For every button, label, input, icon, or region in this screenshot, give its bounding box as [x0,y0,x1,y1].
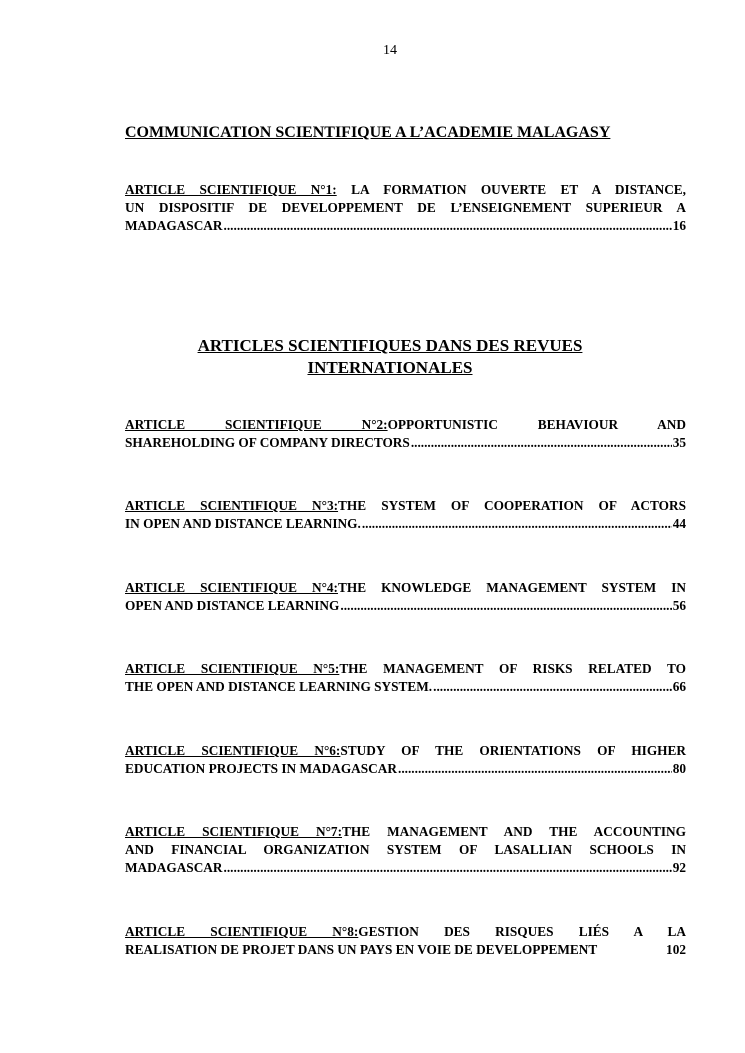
article-title-part: STUDY OF THE ORIENTATIONS OF HIGHER [340,743,686,758]
article-title-part: THE MANAGEMENT AND THE ACCOUNTING [342,824,686,839]
article-title-part: THE KNOWLEDGE MANAGEMENT SYSTEM IN [337,580,686,595]
article-label: ARTICLE SCIENTIFIQUE N°7: [125,824,342,839]
toc-entry-article-3[interactable] [125,497,686,533]
article-title-part: THE SYSTEM OF COOPERATION OF ACTORS [338,498,686,513]
page-ref: 92 [672,860,686,875]
section-heading-revues [110,335,670,379]
toc-entry-article-2[interactable] [125,416,686,452]
article-title-part: LA FORMATION OUVERTE ET A DISTANCE, [336,182,686,197]
article-title-part: THE MANAGEMENT OF RISKS RELATED TO [339,661,686,676]
toc-entry-last-line [125,597,686,615]
dot-leader [362,515,672,533]
article-title-part: GESTION DES RISQUES LIÉS A LA [358,924,686,939]
article-label: ARTICLE SCIENTIFIQUE N°4: [125,580,338,595]
toc-entry-line [125,923,686,941]
section-heading-line: INTERNATIONALES [307,358,473,377]
page-ref: 35 [672,435,686,450]
toc-entry-last-line [125,515,686,533]
article-title-part: OPEN AND DISTANCE LEARNING [125,598,340,613]
toc-entry-last-line [125,678,686,696]
toc-entry-last-line [125,217,686,235]
article-title-part: THE OPEN AND DISTANCE LEARNING SYSTEM. [125,679,433,694]
dot-leader [340,597,671,615]
page-ref: 16 [672,218,686,233]
toc-entry-line [125,416,686,434]
article-title-part: EDUCATION PROJECTS IN MADAGASCAR [125,761,397,776]
article-label: ARTICLE SCIENTIFIQUE N°6: [125,743,341,758]
article-title-part: REALISATION DE PROJET DANS UN PAYS EN VOIE DE DEVELOPPEMENT [125,942,598,957]
toc-entry-line [125,823,686,841]
article-title-part: OPPORTUNISTIC BEHAVIOUR AND [387,417,686,432]
page-ref: 102 [666,942,686,957]
article-label: ARTICLE SCIENTIFIQUE N°5: [125,661,340,676]
page-ref: 66 [672,679,686,694]
toc-entry-article-5[interactable] [125,660,686,696]
section-heading-academie: COMMUNICATION SCIENTIFIQUE A L’ACADEMIE MALAGASY [125,124,611,141]
article-title-part: IN OPEN AND DISTANCE LEARNING. [125,516,361,531]
toc-entry-article-6[interactable] [125,742,686,778]
toc-entry-line [125,579,686,597]
page-ref: 56 [672,598,686,613]
toc-entry-article-1[interactable] [125,181,686,235]
article-label: ARTICLE SCIENTIFIQUE N°1: [125,182,337,197]
dot-leader [411,434,672,452]
page-number: 14 [383,43,397,58]
toc-entry-article-4[interactable] [125,579,686,615]
toc-entry-last-line [125,941,686,959]
toc-entry-line: UN DISPOSITIF DE DEVELOPPEMENT DE L’ENSEIGNEMENT SUPERIEUR A [125,200,686,215]
dot-leader [224,217,672,235]
section-heading-line: ARTICLES SCIENTIFIQUES DANS DES REVUES [197,336,583,355]
page-ref: 44 [672,516,686,531]
dot-leader [398,760,672,778]
toc-entry-line [125,497,686,515]
toc-entry-last-line [125,760,686,778]
article-title-part: MADAGASCAR [125,218,223,233]
toc-entry-line [125,181,686,199]
dot-leader [224,859,672,877]
toc-entry-line [125,660,686,678]
toc-entry-article-7[interactable] [125,823,686,877]
page-ref: 80 [672,761,686,776]
dot-leader [433,678,672,696]
article-title-part: MADAGASCAR [125,860,223,875]
toc-entry-article-8[interactable] [125,923,686,959]
toc-entry-line [125,742,686,760]
article-title-part: SHAREHOLDING OF COMPANY DIRECTORS [125,435,410,450]
toc-entry-last-line [125,434,686,452]
article-label: ARTICLE SCIENTIFIQUE N°8: [125,924,359,939]
toc-entry-last-line [125,859,686,877]
toc-entry-line: AND FINANCIAL ORGANIZATION SYSTEM OF LASALLIAN SCHOOLS IN [125,842,686,857]
article-label: ARTICLE SCIENTIFIQUE N°2: [125,417,388,432]
article-label: ARTICLE SCIENTIFIQUE N°3: [125,498,339,513]
